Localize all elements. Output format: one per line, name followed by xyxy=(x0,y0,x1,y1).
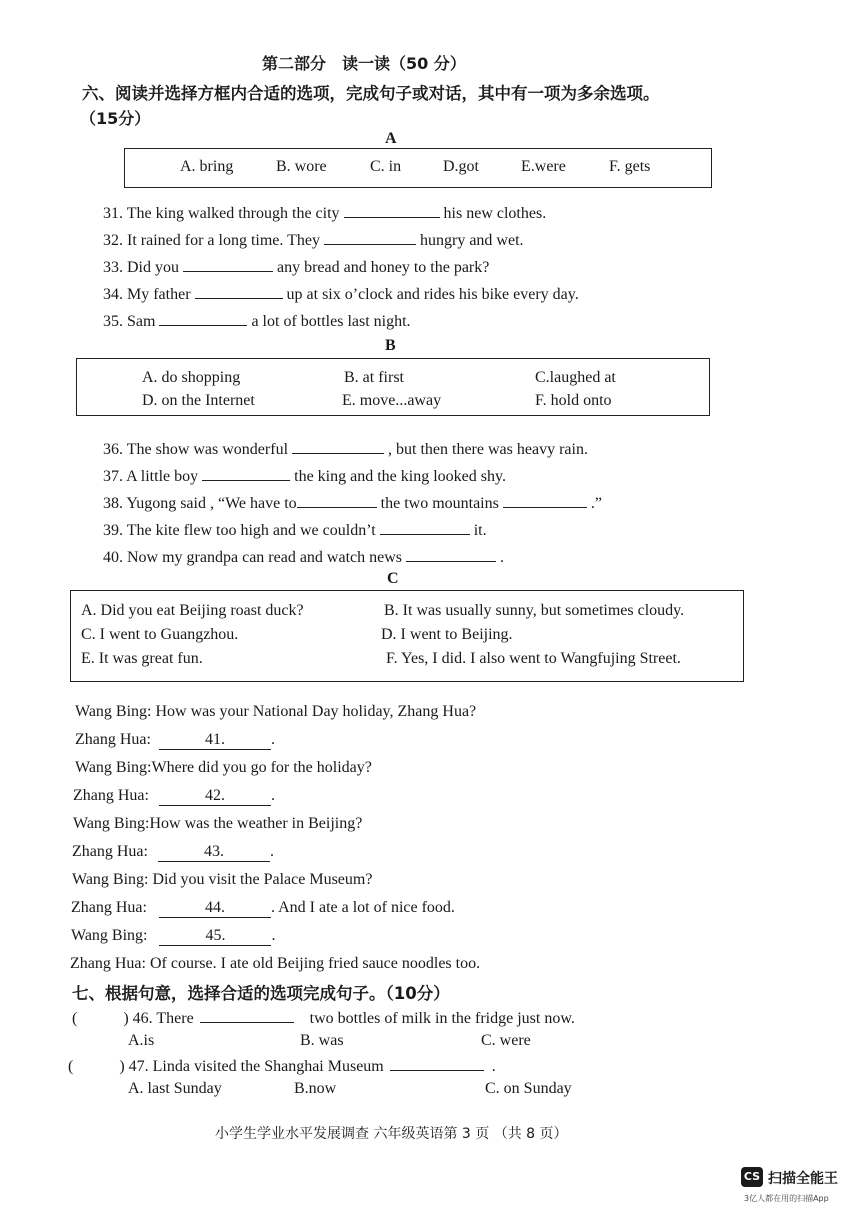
box-c-option: D. I went to Beijing. xyxy=(381,626,513,643)
dialogue-line: Wang Bing: Did you visit the Palace Museum? xyxy=(72,871,373,888)
answer-blank-43[interactable]: 43. xyxy=(158,843,270,862)
box-b xyxy=(76,358,710,416)
box-c xyxy=(70,590,744,682)
answer-blank[interactable] xyxy=(183,257,273,272)
question-47-option: A. last Sunday xyxy=(128,1080,222,1097)
section-6-score: （15分） xyxy=(80,109,151,128)
question-36: 36. The show was wonderful , but then there was heavy rain. xyxy=(103,441,588,458)
box-c-option: E. It was great fun. xyxy=(81,650,203,667)
dialogue-line: Zhang Hua: 42. . xyxy=(73,787,275,804)
box-b-option: E. move...away xyxy=(342,392,442,409)
box-c-option: C. I went to Guangzhou. xyxy=(81,626,239,643)
answer-blank[interactable] xyxy=(380,520,470,535)
answer-blank[interactable] xyxy=(159,311,247,326)
question-31: 31. The king walked through the city his new clothes. xyxy=(103,205,547,222)
question-39: 39. The kite flew too high and we couldn’t it. xyxy=(103,522,487,539)
question-47-option: B.now xyxy=(294,1080,337,1097)
question-46: ( ) 46. There two bottles of milk in the fridge just now. xyxy=(72,1010,575,1027)
question-47-option: C. on Sunday xyxy=(485,1080,572,1097)
section-7-heading: 七、根据句意，选择合适的选项完成句子。（10分） xyxy=(72,984,450,1003)
dialogue-line: Zhang Hua: 44. . And I ate a lot of nice food. xyxy=(71,899,455,916)
part-title: 第二部分 读一读（50 分） xyxy=(262,54,466,73)
box-b-option: B. at first xyxy=(344,369,404,386)
box-a-option: F. gets xyxy=(609,158,651,175)
question-38: 38. Yugong said , “We have to the two mountains .” xyxy=(103,495,602,512)
page-footer: 小学生学业水平发展调查 六年级英语第 3 页 （共 8 页） xyxy=(215,1126,568,1142)
dialogue-line: Wang Bing: How was your National Day holiday, Zhang Hua? xyxy=(75,703,477,720)
question-47: ( ) 47. Linda visited the Shanghai Museum . xyxy=(68,1058,496,1075)
dialogue-line: Zhang Hua: Of course. I ate old Beijing fried sauce noodles too. xyxy=(70,955,481,972)
question-34: 34. My father up at six o’clock and rides his bike every day. xyxy=(103,286,579,303)
dialogue-line: Wang Bing:How was the weather in Beijing? xyxy=(73,815,363,832)
camscanner-subtitle: 3亿人都在用的扫描App xyxy=(744,1194,829,1203)
question-32: 32. It rained for a long time. They hungry and wet. xyxy=(103,232,524,249)
dialogue-line: Zhang Hua: 41. . xyxy=(75,731,275,748)
box-b-label: B xyxy=(385,337,396,354)
box-b-option: A. do shopping xyxy=(142,369,241,386)
section-6-heading: 六、阅读并选择方框内合适的选项，完成句子或对话，其中有一项为多余选项。 xyxy=(82,84,660,103)
dialogue-line: Zhang Hua: 43. . xyxy=(72,843,274,860)
question-35: 35. Sam a lot of bottles last night. xyxy=(103,313,411,330)
answer-blank-42[interactable]: 42. xyxy=(159,787,271,806)
question-37: 37. A little boy the king and the king looked shy. xyxy=(103,468,506,485)
box-c-option: A. Did you eat Beijing roast duck? xyxy=(81,602,304,619)
answer-blank[interactable] xyxy=(344,203,440,218)
answer-blank[interactable] xyxy=(390,1056,484,1071)
dialogue-line: Wang Bing: 45. . xyxy=(71,927,276,944)
answer-blank[interactable] xyxy=(503,493,587,508)
camscanner-logo: CS xyxy=(741,1167,763,1187)
question-40: 40. Now my grandpa can read and watch news . xyxy=(103,549,505,566)
box-c-label: C xyxy=(387,570,399,587)
question-33: 33. Did you any bread and honey to the park? xyxy=(103,259,490,276)
box-b-option: F. hold onto xyxy=(535,392,612,409)
answer-blank-44[interactable]: 44. xyxy=(159,899,271,918)
box-a-option: C. in xyxy=(370,158,402,175)
box-b-option: C.laughed at xyxy=(535,369,616,386)
answer-blank[interactable] xyxy=(292,439,384,454)
answer-blank-41[interactable]: 41. xyxy=(159,731,271,750)
box-a-option: E.were xyxy=(521,158,566,175)
answer-blank[interactable] xyxy=(297,493,377,508)
dialogue-line: Wang Bing:Where did you go for the holiday? xyxy=(75,759,372,776)
question-46-option: C. were xyxy=(481,1032,531,1049)
question-46-option: A.is xyxy=(128,1032,155,1049)
answer-blank[interactable] xyxy=(200,1008,294,1023)
answer-blank[interactable] xyxy=(406,547,496,562)
box-a-option: D.got xyxy=(443,158,479,175)
box-c-option: B. It was usually sunny, but sometimes cloudy. xyxy=(384,602,685,619)
box-a xyxy=(124,148,712,188)
answer-blank[interactable] xyxy=(324,230,416,245)
answer-blank[interactable] xyxy=(195,284,283,299)
box-c-option: F. Yes, I did. I also went to Wangfujing Street. xyxy=(386,650,681,667)
camscanner-title: 扫描全能王 xyxy=(768,1171,838,1187)
answer-blank[interactable] xyxy=(202,466,290,481)
box-b-option: D. on the Internet xyxy=(142,392,255,409)
box-a-label: A xyxy=(385,130,397,147)
box-a-option: A. bring xyxy=(180,158,234,175)
question-46-option: B. was xyxy=(300,1032,344,1049)
box-a-option: B. wore xyxy=(276,158,327,175)
answer-blank-45[interactable]: 45. xyxy=(159,927,271,946)
